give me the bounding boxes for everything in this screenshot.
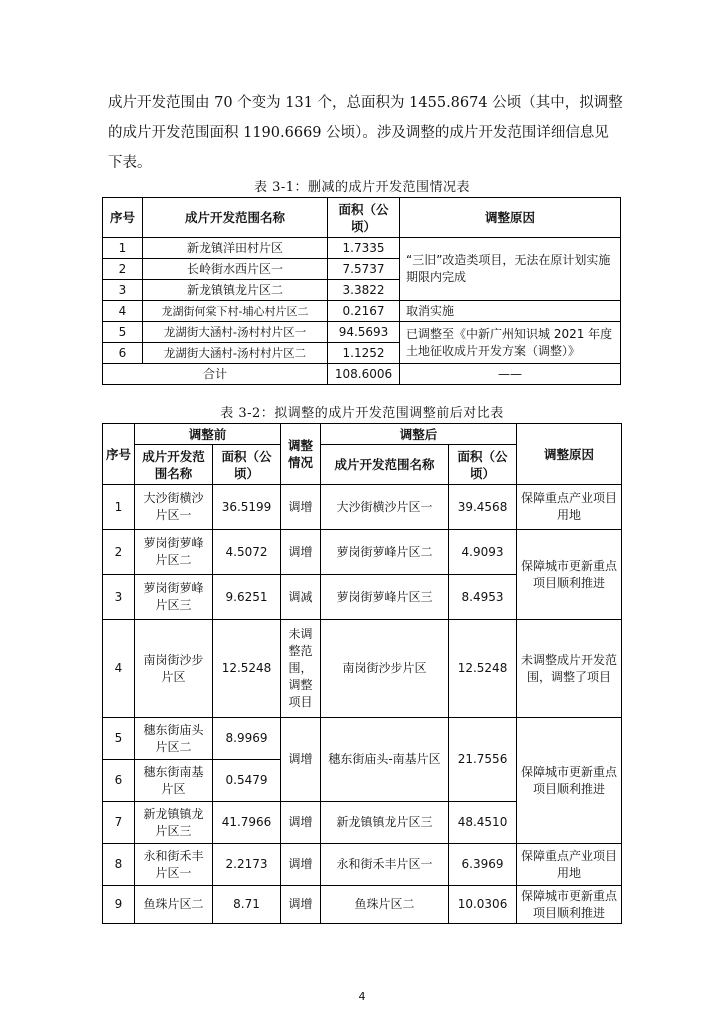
adjustment-comparison-table (102, 423, 622, 924)
header-after: 调整后 (321, 424, 517, 445)
cell-after-area: 21.7556 (449, 718, 517, 802)
deleted-areas-table (102, 197, 621, 385)
cell-after-name: 大沙街横沙片区一 (321, 485, 449, 530)
cell-status: 调增 (281, 886, 321, 924)
cell-before-name: 穗东街南基片区 (135, 760, 213, 802)
cell-after-area: 6.3969 (449, 844, 517, 886)
table-row (103, 485, 622, 530)
cell-before-area: 12.5248 (213, 620, 281, 718)
cell-reason: “三旧”改造类项目，无法在原计划实施期限内完成 (400, 238, 621, 301)
cell-after-name: 新龙镇镇龙片区三 (321, 802, 449, 844)
cell-index: 5 (103, 322, 143, 343)
header-status: 调整情况 (281, 424, 321, 485)
cell-reason: 保障城市更新重点项目顺利推进 (517, 886, 622, 924)
cell-before-area: 8.71 (213, 886, 281, 924)
table-row (103, 844, 622, 886)
cell-name: 长岭街水西片区一 (143, 259, 328, 280)
cell-status: 调增 (281, 485, 321, 530)
header-index: 序号 (103, 198, 143, 238)
cell-before-area: 36.5199 (213, 485, 281, 530)
cell-index: 1 (103, 485, 135, 530)
cell-area: 1.1252 (328, 343, 400, 364)
cell-index: 1 (103, 238, 143, 259)
cell-before-name: 穗东街庙头片区二 (135, 718, 213, 760)
cell-index: 8 (103, 844, 135, 886)
cell-reason: 未调整成片开发范围，调整了项目 (517, 620, 622, 718)
header-before-name: 成片开发范围名称 (135, 445, 213, 485)
header-after-name: 成片开发范围名称 (321, 445, 449, 485)
cell-index: 6 (103, 760, 135, 802)
header-reason: 调整原因 (400, 198, 621, 238)
cell-after-name: 萝岗街萝峰片区三 (321, 575, 449, 620)
cell-status: 调增 (281, 718, 321, 802)
cell-after-area: 4.9093 (449, 530, 517, 575)
table-row (103, 530, 622, 575)
header-after-area: 面积（公顷） (449, 445, 517, 485)
total-area: 108.6006 (328, 364, 400, 385)
cell-after-name: 萝岗街萝峰片区二 (321, 530, 449, 575)
cell-index: 2 (103, 259, 143, 280)
table-row (103, 886, 622, 924)
header-name: 成片开发范围名称 (143, 198, 328, 238)
cell-index: 3 (103, 280, 143, 301)
cell-after-area: 39.4568 (449, 485, 517, 530)
total-row (103, 364, 621, 385)
cell-area: 0.2167 (328, 301, 400, 322)
cell-after-area: 10.0306 (449, 886, 517, 924)
cell-after-name: 穗东街庙头-南基片区 (321, 718, 449, 802)
total-reason: —— (400, 364, 621, 385)
cell-after-name: 永和街禾丰片区一 (321, 844, 449, 886)
cell-before-name: 永和街禾丰片区一 (135, 844, 213, 886)
cell-before-area: 0.5479 (213, 760, 281, 802)
cell-reason: 保障重点产业项目用地 (517, 844, 622, 886)
cell-name: 龙湖街何棠下村-埔心村片区二 (143, 301, 328, 322)
cell-before-area: 8.9969 (213, 718, 281, 760)
table-row (103, 322, 621, 343)
cell-before-name: 大沙街横沙片区一 (135, 485, 213, 530)
cell-reason: 取消实施 (400, 301, 621, 322)
cell-status: 调减 (281, 575, 321, 620)
cell-name: 新龙镇洋田村片区 (143, 238, 328, 259)
cell-before-name: 南岗街沙步片区 (135, 620, 213, 718)
cell-after-area: 12.5248 (449, 620, 517, 718)
cell-before-area: 9.6251 (213, 575, 281, 620)
cell-reason: 已调整至《中新广州知识城 2021 年度土地征收成片开发方案（调整）》 (400, 322, 621, 364)
table-row (103, 718, 622, 760)
cell-reason: 保障重点产业项目用地 (517, 485, 622, 530)
cell-index: 2 (103, 530, 135, 575)
cell-before-name: 萝岗街萝峰片区三 (135, 575, 213, 620)
intro-paragraph (108, 88, 628, 178)
cell-index: 4 (103, 620, 135, 718)
cell-before-name: 萝岗街萝峰片区二 (135, 530, 213, 575)
intro-line: 成片开发范围由 70 个变为 131 个，总面积为 1455.8674 公顷（其中，拟调整 (108, 95, 623, 111)
cell-reason: 保障城市更新重点项目顺利推进 (517, 718, 622, 844)
table-row (103, 301, 621, 322)
header-before: 调整前 (135, 424, 281, 445)
cell-area: 7.5737 (328, 259, 400, 280)
cell-area: 94.5693 (328, 322, 400, 343)
intro-line: 的成片开发范围面积 1190.6669 公顷）。涉及调整的成片开发范围详细信息见 (108, 125, 609, 141)
cell-index: 7 (103, 802, 135, 844)
cell-before-name: 鱼珠片区二 (135, 886, 213, 924)
table2-caption: 表 3-2：拟调整的成片开发范围调整前后对比表 (220, 406, 504, 421)
cell-index: 6 (103, 343, 143, 364)
cell-before-area: 4.5072 (213, 530, 281, 575)
header-index: 序号 (103, 424, 135, 485)
cell-name: 新龙镇镇龙片区二 (143, 280, 328, 301)
header-reason: 调整原因 (517, 424, 622, 485)
cell-after-area: 48.4510 (449, 802, 517, 844)
header-before-area: 面积（公顷） (213, 445, 281, 485)
cell-before-name: 新龙镇镇龙片区三 (135, 802, 213, 844)
table-row (103, 238, 621, 259)
cell-index: 4 (103, 301, 143, 322)
cell-status: 调增 (281, 802, 321, 844)
cell-status: 调增 (281, 844, 321, 886)
table1-caption: 表 3-1：删减的成片开发范围情况表 (253, 180, 471, 195)
cell-index: 9 (103, 886, 135, 924)
cell-name: 龙湖街大涵村-汤村村片区二 (143, 343, 328, 364)
cell-status: 未调整范围，调整项目 (281, 620, 321, 718)
header-area: 面积（公顷） (328, 198, 400, 238)
cell-index: 5 (103, 718, 135, 760)
table-row (103, 620, 622, 718)
cell-after-name: 南岗街沙步片区 (321, 620, 449, 718)
cell-before-area: 41.7966 (213, 802, 281, 844)
cell-name: 龙湖街大涵村-汤村村片区一 (143, 322, 328, 343)
intro-line: 下表。 (108, 155, 152, 171)
cell-index: 3 (103, 575, 135, 620)
total-label: 合计 (103, 364, 328, 385)
cell-reason: 保障城市更新重点项目顺利推进 (517, 530, 622, 620)
cell-before-area: 2.2173 (213, 844, 281, 886)
cell-after-area: 8.4953 (449, 575, 517, 620)
cell-after-name: 鱼珠片区二 (321, 886, 449, 924)
cell-status: 调增 (281, 530, 321, 575)
cell-area: 1.7335 (328, 238, 400, 259)
page-number: 4 (358, 990, 366, 1003)
cell-area: 3.3822 (328, 280, 400, 301)
